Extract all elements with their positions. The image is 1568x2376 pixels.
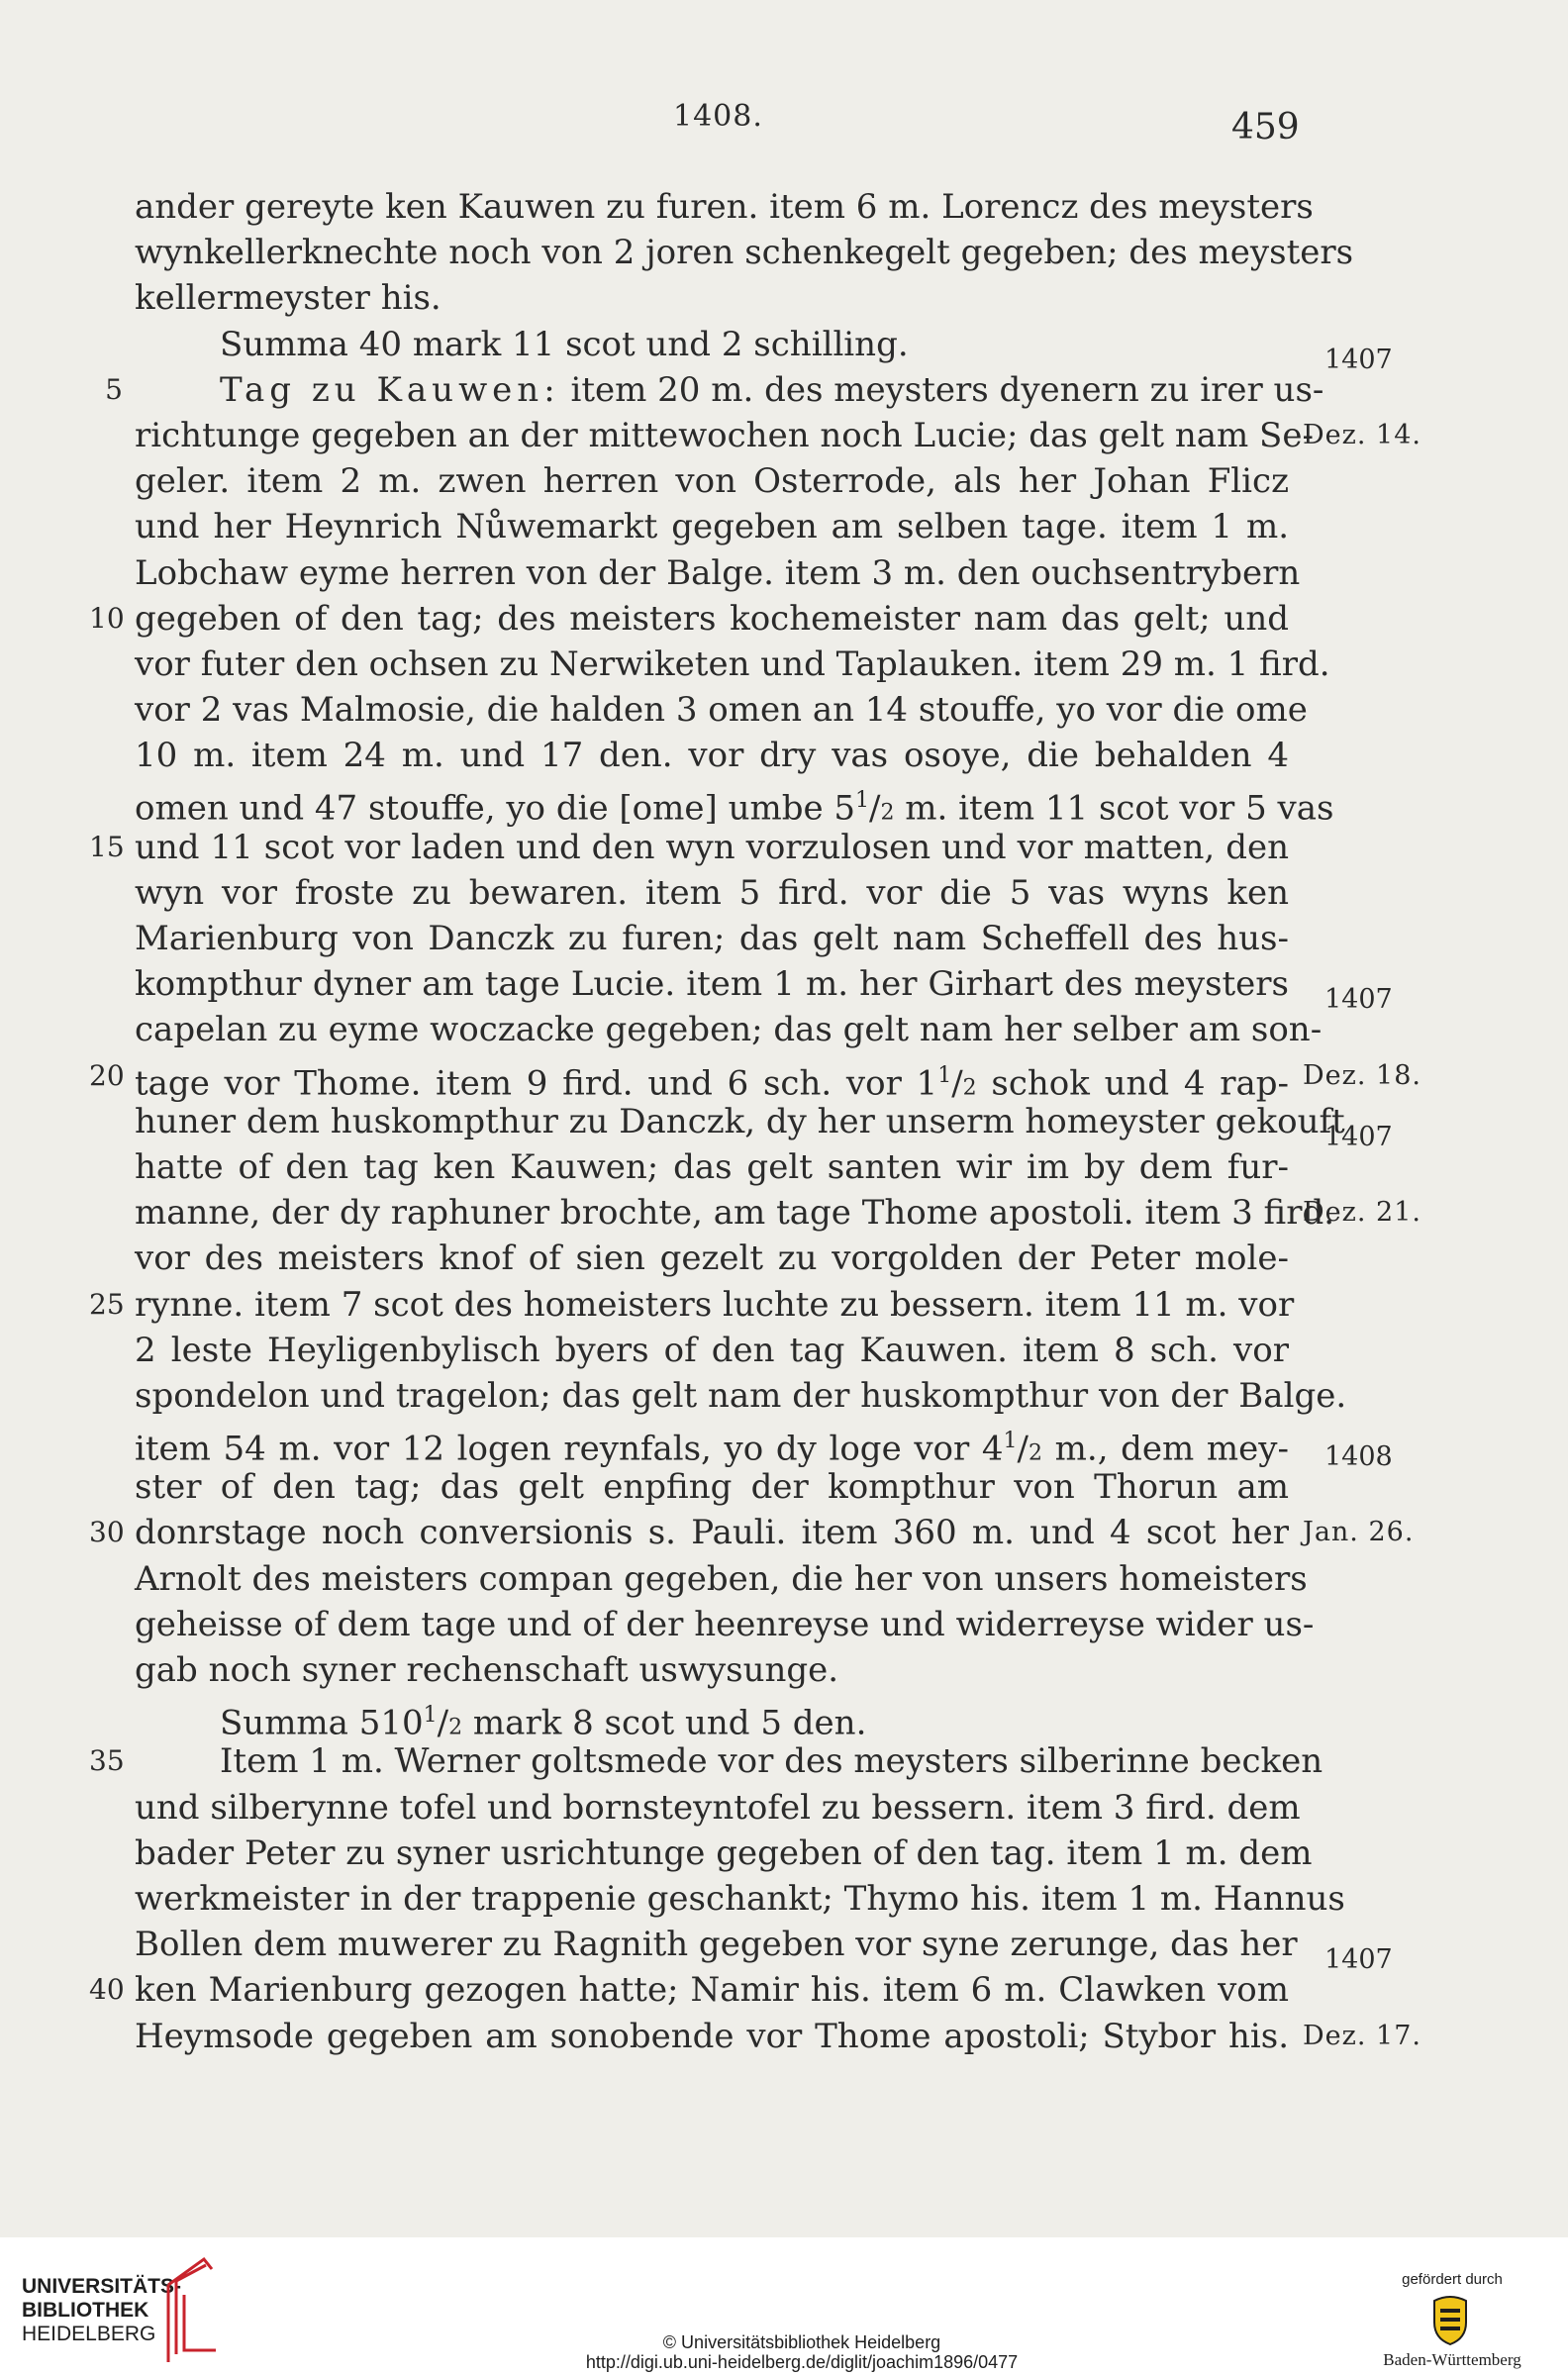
line-text <box>135 1922 1298 1967</box>
text-fragment: geheisse of dem tage und of der heenreyse und widerreyse wider us- <box>135 1604 1315 1644</box>
text-fragment: hatte of den tag ken Kauwen; das gelt santen wir im by dem fur- <box>135 1146 1289 1187</box>
text-fragment: vor des meisters knof of sien gezelt zu vorgolden der Peter mole- <box>135 1238 1289 1279</box>
text-fragment: gab noch syner rechenschaft uswysunge. <box>135 1650 839 1690</box>
line-text <box>135 458 1289 504</box>
text-line <box>0 1831 1568 1876</box>
text-line <box>0 1510 1568 1555</box>
margin-date-year: 1408 <box>1324 1441 1393 1473</box>
line-number: 35 <box>89 1744 125 1778</box>
line-text <box>135 1967 1289 2013</box>
text-line <box>0 230 1568 275</box>
text-fragment: wynkellerknechte noch von 2 joren schenkegelt gegeben; des meysters <box>135 233 1354 273</box>
line-text <box>135 733 1289 778</box>
line-number: 30 <box>89 1516 125 1549</box>
text-fragment: 10 m. item 24 m. und 17 den. vor dry vas osoye, die behalden 4 <box>135 736 1289 776</box>
margin-date-day: Dez. 17. <box>1303 2020 1421 2051</box>
body-text <box>0 184 1568 2059</box>
text-fragment: 1 <box>937 1062 952 1088</box>
text-line <box>0 596 1568 642</box>
text-line <box>0 1693 1568 1743</box>
text-fragment: Summa 510 <box>220 1703 424 1743</box>
text-line <box>0 733 1568 778</box>
text-fragment: mark 8 scot und 5 den. <box>462 1703 867 1743</box>
line-text <box>135 550 1301 596</box>
text-line <box>0 778 1568 829</box>
copyright-text: © Universitätsbibliothek Heidelberg <box>662 2332 941 2352</box>
text-line <box>0 1556 1568 1602</box>
text-fragment: manne, der dy raphuner brochte, am tage Thome apostoli. item 3 fird. <box>135 1193 1335 1234</box>
text-fragment: tage vor Thome. item 9 fird. und 6 sch. vor 1 <box>135 1062 938 1103</box>
text-fragment: 1 <box>855 788 870 814</box>
text-line <box>0 1876 1568 1922</box>
library-name-line2: BIBLIOTHEK <box>22 2299 149 2322</box>
line-number: 15 <box>89 830 125 863</box>
line-text <box>135 870 1289 916</box>
sponsor-name: Baden-Württemberg <box>1383 2350 1521 2369</box>
text-fragment: vor futer den ochsen zu Nerwiketen und Taplauken. item 29 m. 1 fird. <box>135 644 1330 684</box>
margin-date-year: 1407 <box>1324 344 1393 375</box>
text-fragment: 1 <box>423 1703 438 1729</box>
text-fragment: Arnolt des meisters compan gegeben, die her von unsers homeisters <box>135 1558 1308 1599</box>
text-fragment: item 20 m. des meysters dyenern zu irer us- <box>559 369 1324 410</box>
text-fragment: geler. item 2 m. zwen herren von Osterrode, als her Johan Flicz <box>135 461 1289 502</box>
text-fragment: 2 <box>448 1715 463 1740</box>
margin-date-day: Dez. 21. <box>1303 1197 1421 1229</box>
text-line <box>0 504 1568 549</box>
text-line <box>0 642 1568 687</box>
ub-heidelberg-logo-icon <box>160 2255 220 2364</box>
line-text <box>135 1785 1301 1831</box>
text-fragment: / <box>951 1062 963 1103</box>
text-fragment: und her Heynrich Nůwemarkt gegeben am selben tage. item 1 m. <box>135 507 1289 547</box>
text-fragment: schok und 4 rap- <box>976 1062 1289 1103</box>
text-fragment: Bollen dem muwerer zu Ragnith gegeben vor syne zerunge, das her <box>135 1925 1298 1965</box>
text-fragment: wyn vor froste zu bewaren. item 5 fird. vor die 5 vas wyns ken <box>135 872 1289 913</box>
line-text <box>135 1144 1289 1190</box>
text-fragment: / <box>1017 1429 1029 1469</box>
line-text <box>135 1831 1313 1876</box>
line-text <box>135 1602 1315 1647</box>
text-line <box>0 1647 1568 1693</box>
footer-credits <box>465 2332 1138 2372</box>
line-text <box>135 1373 1347 1419</box>
line-text <box>135 916 1289 961</box>
text-fragment: gegeben of den tag; des meisters kochemeister nam das gelt; und <box>135 598 1289 639</box>
line-text <box>135 1876 1345 1922</box>
text-line <box>0 550 1568 596</box>
line-text <box>135 1190 1335 1236</box>
line-number: 5 <box>105 372 123 406</box>
text-line <box>0 1236 1568 1281</box>
text-fragment: werkmeister in der trappenie geschankt; Thymo his. item 1 m. Hannus <box>135 1878 1345 1919</box>
text-fragment: omen und 47 stouffe, yo die [ome] umbe 5 <box>135 788 856 829</box>
text-fragment: item 54 m. vor 12 logen reynfals, yo dy loge vor 4 <box>135 1429 1004 1469</box>
line-text <box>135 230 1354 275</box>
text-fragment: 1 <box>1003 1429 1018 1454</box>
text-fragment: Tag zu Kauwen: <box>220 369 560 410</box>
line-text <box>135 504 1289 549</box>
text-fragment: ander gereyte ken Kauwen zu furen. item 6 m. Lorencz des meysters <box>135 187 1314 227</box>
line-text <box>135 642 1330 687</box>
line-number: 40 <box>89 1973 125 2007</box>
line-text <box>135 2014 1289 2059</box>
text-fragment: 2 leste Heyligenbylisch byers of den tag Kauwen. item 8 sch. vor <box>135 1330 1289 1370</box>
margin-date-year: 1407 <box>1324 984 1393 1016</box>
text-line <box>0 1602 1568 1647</box>
text-fragment: capelan zu eyme woczacke gegeben; das gelt nam her selber am son- <box>135 1010 1323 1050</box>
text-fragment: bader Peter zu syner usrichtunge gegeben of den tag. item 1 m. dem <box>135 1832 1313 1873</box>
text-fragment: 2 <box>1029 1440 1043 1466</box>
text-fragment: Item 1 m. Werner goltsmede vor des meysters silberinne becken <box>220 1741 1323 1782</box>
line-text <box>220 322 1289 367</box>
line-text <box>135 1510 1289 1555</box>
text-fragment: kellermeyster his. <box>135 278 441 319</box>
line-text <box>135 825 1289 870</box>
line-number: 25 <box>89 1287 125 1321</box>
margin-date-year: 1407 <box>1324 1944 1393 1976</box>
margin-date-year: 1407 <box>1324 1121 1393 1152</box>
text-line <box>0 687 1568 733</box>
text-fragment: m. item 11 scot vor 5 vas <box>894 788 1334 829</box>
text-line <box>0 1053 1568 1103</box>
text-line <box>0 1373 1568 1419</box>
text-fragment: m., dem mey- <box>1042 1429 1289 1469</box>
text-fragment: 2 <box>880 800 895 826</box>
page-number: 459 <box>1231 107 1300 148</box>
text-line <box>0 1328 1568 1373</box>
line-text <box>135 961 1289 1007</box>
line-text <box>135 1556 1308 1602</box>
text-fragment: und silberynne tofel und bornsteyntofel zu bessern. item 3 fird. dem <box>135 1787 1301 1828</box>
line-text <box>220 367 1324 413</box>
library-logo-text[interactable] <box>22 2275 181 2346</box>
line-text <box>135 596 1289 642</box>
text-fragment: Marienburg von Danczk zu furen; das gelt nam Scheffell des hus- <box>135 919 1289 958</box>
line-text <box>135 1007 1323 1052</box>
baden-wuerttemberg-crest-icon <box>1430 2293 1470 2346</box>
text-line <box>0 2014 1568 2059</box>
line-number: 20 <box>89 1058 125 1092</box>
library-name-line1: UNIVERSITÄTS- <box>22 2275 182 2298</box>
permalink-url[interactable]: http://digi.ub.uni-heidelberg.de/diglit/joachim1896/0477 <box>585 2352 1019 2372</box>
margin-date-day: Jan. 26. <box>1303 1517 1415 1548</box>
text-fragment: / <box>437 1703 449 1743</box>
text-line <box>0 184 1568 230</box>
text-line <box>0 1190 1568 1236</box>
line-text <box>135 1328 1289 1373</box>
text-line <box>0 275 1568 321</box>
running-head-year: 1408. <box>673 99 763 134</box>
line-text <box>135 184 1314 230</box>
line-text <box>220 1738 1323 1784</box>
text-fragment: kompthur dyner am tage Lucie. item 1 m. her Girhart des meysters <box>135 964 1289 1005</box>
text-fragment: huner dem huskompthur zu Danczk, dy her unserm homeyster gekouft <box>135 1101 1345 1141</box>
line-text <box>135 1282 1295 1328</box>
text-fragment: Lobchaw eyme herren von der Balge. item 3 m. den ouchsentrybern <box>135 552 1301 593</box>
text-fragment: ster of den tag; das gelt enpfing der kompthur von Thorun am <box>135 1467 1289 1508</box>
text-fragment: und 11 scot vor laden und den wyn vorzulosen und vor matten, den <box>135 827 1289 867</box>
margin-date-day: Dez. 14. <box>1303 419 1421 450</box>
text-line <box>0 1282 1568 1328</box>
text-fragment: richtunge gegeben an der mittewochen noch Lucie; das gelt nam Se- <box>135 415 1314 455</box>
text-fragment: spondelon und tragelon; das gelt nam der huskompthur von der Balge. <box>135 1375 1347 1416</box>
text-line <box>0 1785 1568 1831</box>
line-text <box>135 275 1289 321</box>
text-fragment: Heymsode gegeben am sonobende vor Thome apostoli; Stybor his. <box>135 2016 1289 2056</box>
line-text <box>135 413 1314 458</box>
line-number: 10 <box>89 601 125 635</box>
line-text <box>135 687 1308 733</box>
text-fragment: donrstage noch conversionis s. Pauli. item 360 m. und 4 scot her <box>135 1513 1289 1553</box>
line-text <box>135 1236 1289 1281</box>
text-line <box>0 916 1568 961</box>
text-fragment: rynne. item 7 scot des homeisters luchte zu bessern. item 11 m. vor <box>135 1284 1295 1325</box>
text-line <box>0 870 1568 916</box>
text-fragment: / <box>869 788 881 829</box>
text-line <box>0 825 1568 870</box>
sponsor-label: gefördert durch <box>1402 2271 1503 2288</box>
text-fragment: vor 2 vas Malmosie, die halden 3 omen an 14 stouffe, yo vor die ome <box>135 690 1308 731</box>
text-line <box>0 1738 1568 1784</box>
text-fragment: 2 <box>962 1074 977 1100</box>
text-line <box>0 413 1568 458</box>
text-line <box>0 458 1568 504</box>
margin-date-day: Dez. 18. <box>1303 1059 1421 1091</box>
line-text <box>135 1647 1289 1693</box>
text-fragment: ken Marienburg gezogen hatte; Namir his. item 6 m. Clawken vom <box>135 1970 1289 2011</box>
line-text <box>135 1099 1345 1144</box>
line-text <box>135 1464 1289 1510</box>
library-name-line3: HEIDELBERG <box>22 2323 156 2345</box>
text-fragment: Summa 40 mark 11 scot und 2 schilling. <box>220 324 909 364</box>
footer-bar <box>0 2237 1568 2376</box>
